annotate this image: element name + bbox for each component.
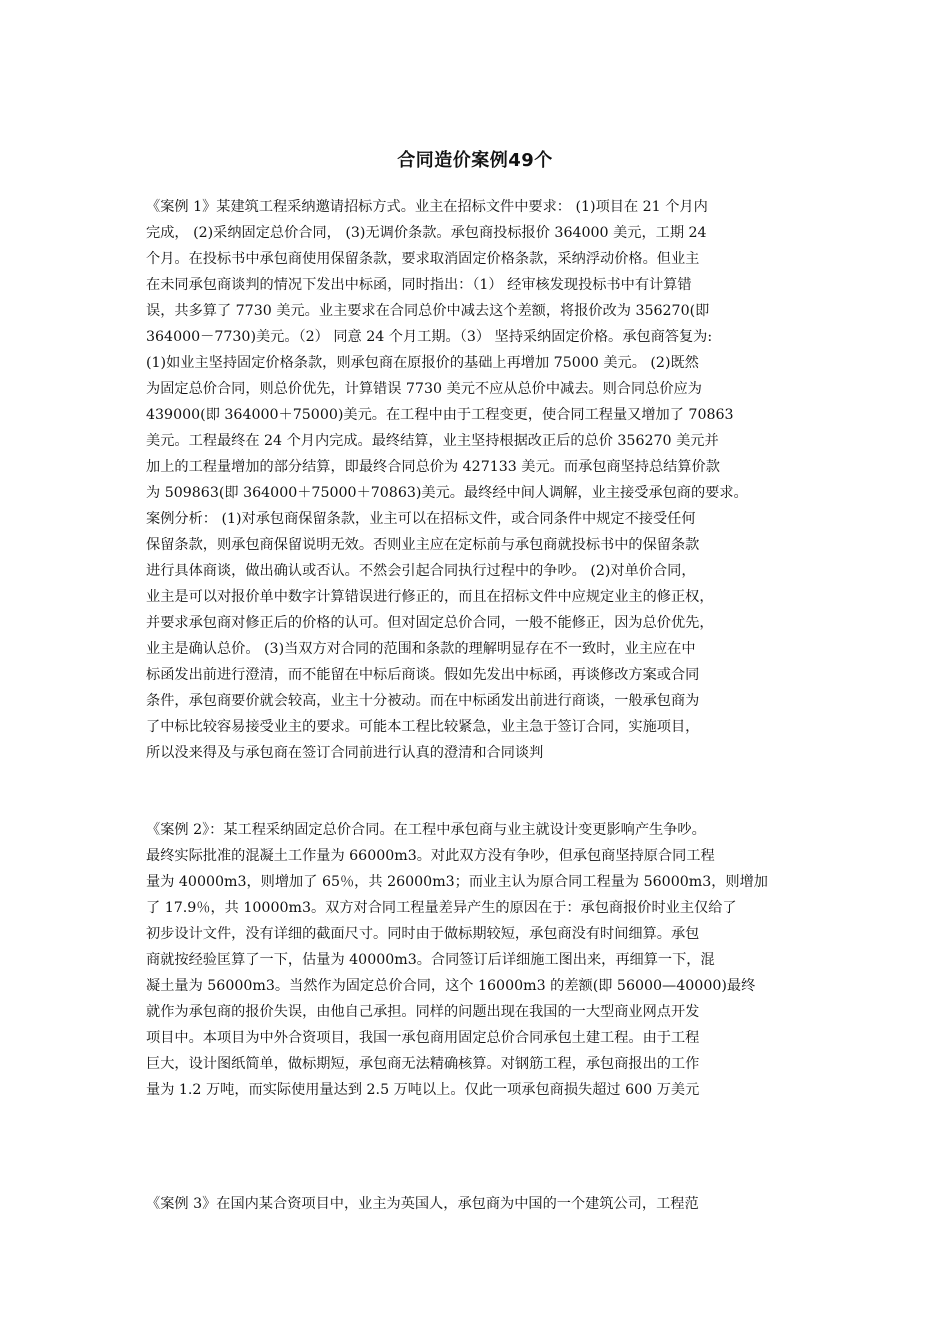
text-line: 为固定总价合同，则总价优先，计算错误 7730 美元不应从总价中减去。则合同总价应为	[146, 381, 702, 397]
text-line: 美元。工程最终在 24 个月内完成。最终结算，业主坚持根据改正后的总价 356270 美元并	[146, 433, 719, 449]
text-line: 项目中。本项目为中外合资项目，我国一承包商用固定总价合同承包土建工程。由于工程	[146, 1030, 700, 1046]
text-line: 《案例 3》在国内某合资项目中，业主为英国人，承包商为中国的一个建筑公司，工程范	[146, 1196, 699, 1212]
text-line: 保留条款，则承包商保留说明无效。否则业主应在定标前与承包商就投标书中的保留条款	[146, 537, 700, 553]
page-title: 合同造价案例49个	[397, 150, 553, 171]
text-line: 误，共多算了 7730 美元。业主要求在合同总价中减去这个差额，将报价改为 356270(即	[146, 303, 710, 319]
text-line: 初步设计文件，没有详细的截面尺寸。同时由于做标期较短，承包商没有时间细算。承包	[146, 926, 700, 942]
text-line: 为 509863(即 364000＋75000＋70863)美元。最终经中间人调解，业主接受承包商的要求。	[146, 485, 748, 501]
case-1-text	[146, 194, 812, 766]
text-line: 量为 40000m3，则增加了 65％，共 26000m3；而业主认为原合同工程量为 56000m3，则增加	[146, 874, 768, 890]
text-line: 最终实际批准的混凝土工作量为 66000m3。对此双方没有争吵，但承包商坚持原合同工程	[146, 848, 715, 864]
text-line: 439000(即 364000＋75000)美元。在工程中由于工程变更，使合同工程量又增加了 70863	[146, 407, 734, 423]
text-line: 量为 1.2 万吨，而实际使用量达到 2.5 万吨以上。仅此一项承包商损失超过 600 万美元	[146, 1082, 700, 1098]
text-line: 在未同承包商谈判的情况下发出中标函，同时指出：（1） 经审核发现投标书中有计算错	[146, 277, 692, 293]
text-line: 《案例 2》：某工程采纳固定总价合同。在工程中承包商与业主就设计变更影响产生争吵。	[146, 822, 706, 838]
text-line: 完成， (2)采纳固定总价合同， (3)无调价条款。承包商投标报价 364000 美元，工期 24	[146, 225, 707, 241]
text-line: 364000－7730)美元。（2） 同意 24 个月工期。（3） 坚持采纳固定价格。承包商答复为:	[146, 329, 713, 345]
text-line: 了 17.9％，共 10000m3。双方对合同工程量差异产生的原因在于：承包商报价时业主仅给了	[146, 900, 737, 916]
text-line: 进行具体商谈，做出确认或否认。不然会引起合同执行过程中的争吵。 (2)对单价合同，	[146, 563, 696, 579]
text-line: 凝土量为 56000m3。当然作为固定总价合同，这个 16000m3 的差额(即 56000—40000)最终	[146, 978, 756, 994]
text-line: 就作为承包商的报价失误，由他自己承担。同样的问题出现在我国的一大型商业网点开发	[146, 1004, 700, 1020]
case-3-text	[146, 1191, 812, 1217]
text-line: 案例分析： (1)对承包商保留条款，业主可以在招标文件，或合同条件中规定不接受任何	[146, 511, 696, 527]
text-line: 业主是可以对报价单中数字计算错误进行修正的，而且在招标文件中应规定业主的修正权，	[146, 589, 714, 605]
text-line: 《案例 1》某建筑工程采纳邀请招标方式。业主在招标文件中要求： (1)项目在 21 个月内	[146, 199, 708, 215]
text-line: 条件，承包商要价就会较高，业主十分被动。而在中标函发出前进行商谈，一般承包商为	[146, 693, 700, 709]
text-line: 标函发出前进行澄清，而不能留在中标后商谈。假如先发出中标函，再谈修改方案或合同	[146, 667, 700, 683]
text-line: 了中标比较容易接受业主的要求。可能本工程比较紧急，业主急于签订合同，实施项目，	[146, 719, 700, 735]
text-line: (1)如业主坚持固定价格条款，则承包商在原报价的基础上再增加 75000 美元。 (2)既然	[146, 355, 699, 371]
text-line: 业主是确认总价。 (3)当双方对合同的范围和条款的理解明显存在不一致时，业主应在中	[146, 641, 696, 657]
text-line: 并要求承包商对修正后的价格的认可。但对固定总价合同，一般不能修正，因为总价优先，	[146, 615, 714, 631]
case-2-text	[146, 817, 812, 1103]
text-line: 个月。在投标书中承包商使用保留条款，要求取消固定价格条款，采纳浮动价格。但业主	[146, 251, 700, 267]
text-line: 巨大，设计图纸简单，做标期短，承包商无法精确核算。对钢筋工程，承包商报出的工作	[146, 1056, 700, 1072]
text-line: 商就按经验匡算了一下，估量为 40000m3。合同签订后详细施工图出来，再细算一下，混	[146, 952, 715, 968]
text-line: 加上的工程量增加的部分结算，即最终合同总价为 427133 美元。而承包商坚持总结算价款	[146, 459, 720, 475]
text-line: 所以没来得及与承包商在签订合同前进行认真的澄清和合同谈判	[146, 745, 544, 761]
